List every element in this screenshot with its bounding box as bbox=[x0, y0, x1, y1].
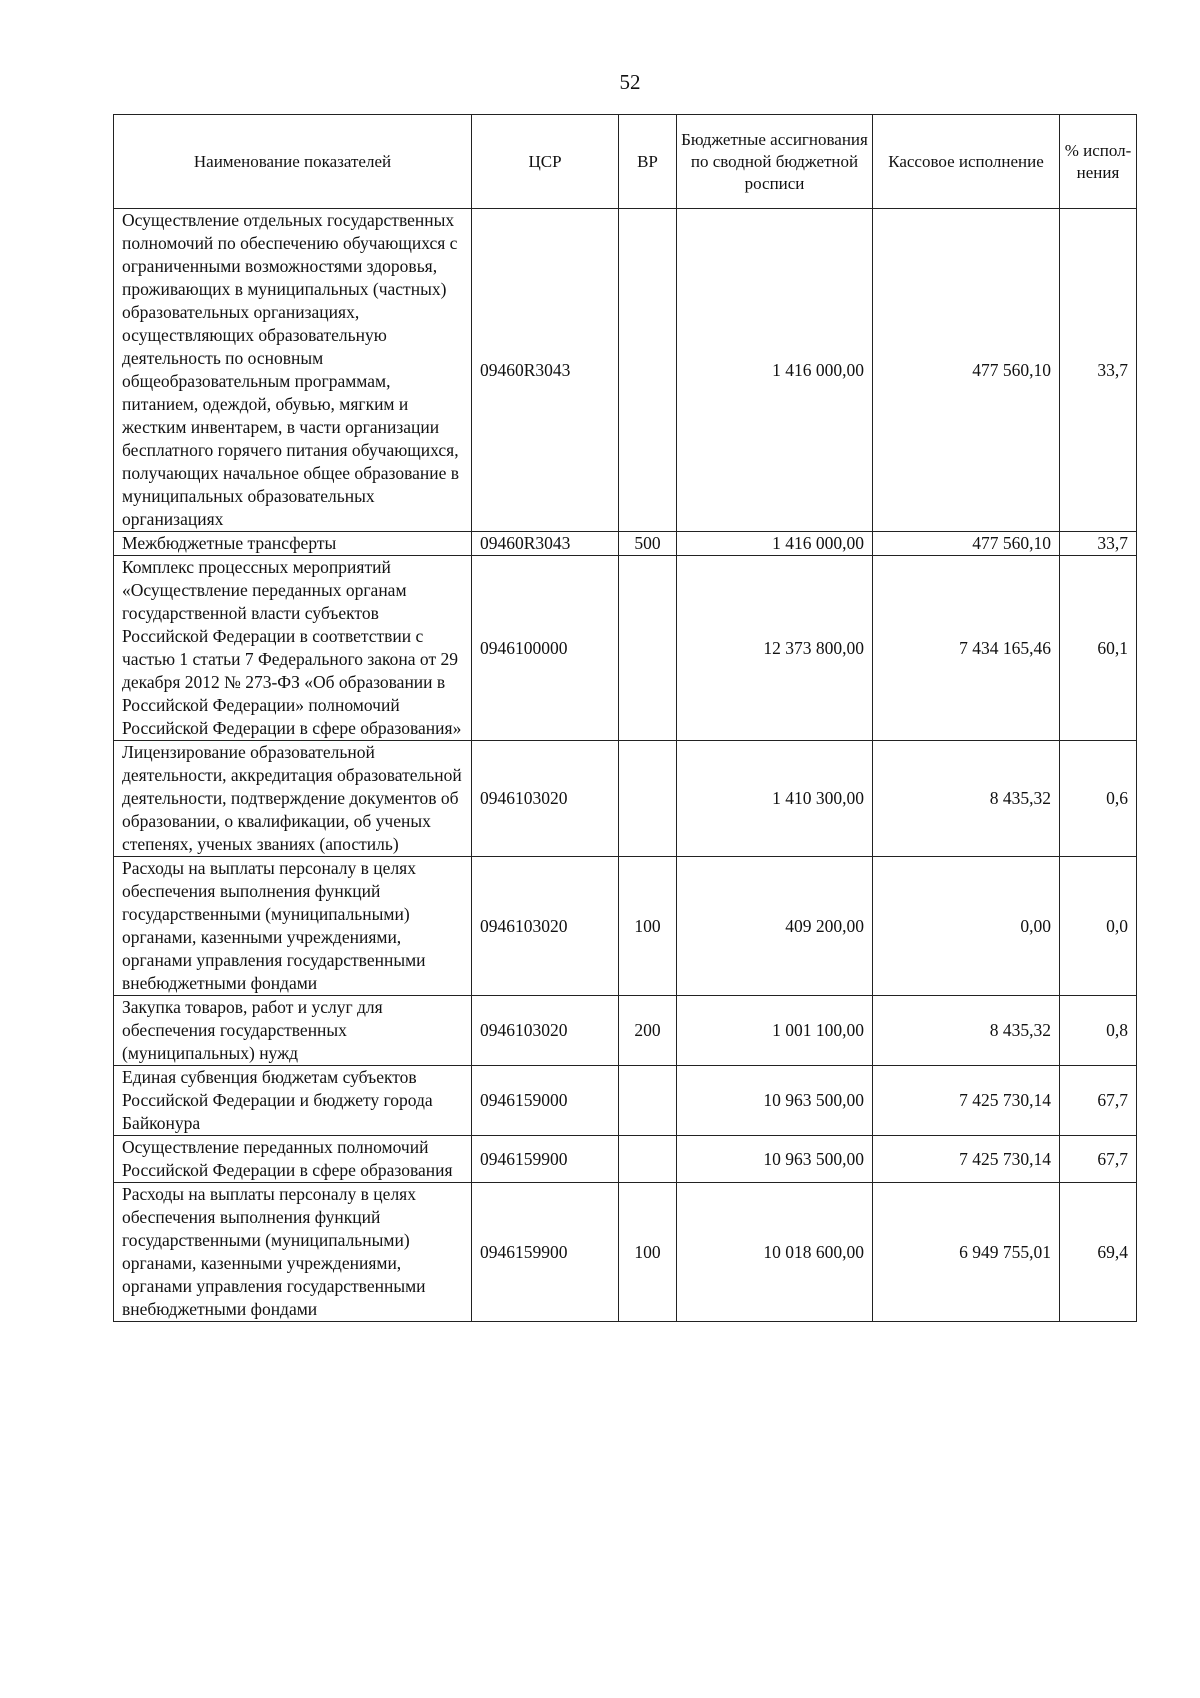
row-csr: 0946103020 bbox=[472, 996, 619, 1066]
row-budget: 12 373 800,00 bbox=[677, 556, 873, 741]
header-csr: ЦСР bbox=[472, 115, 619, 209]
table-row bbox=[114, 556, 1137, 741]
row-name: Комплекс процессных мероприятий «Осуществление переданных органам государственной власти субъектов Российской Федерации в соответствии с частью 1 статьи 7 Федерального закона от 29 декабря 2012 № 273-ФЗ «Об образовании в Российской Федерации» полномочий Российской Федерации в сфере образования» bbox=[114, 556, 472, 741]
row-name: Межбюджетные трансферты bbox=[114, 532, 472, 556]
header-name: Наименование показателей bbox=[114, 115, 472, 209]
row-budget: 1 416 000,00 bbox=[677, 532, 873, 556]
row-budget: 10 963 500,00 bbox=[677, 1136, 873, 1183]
row-cash: 477 560,10 bbox=[873, 532, 1060, 556]
row-csr: 0946103020 bbox=[472, 857, 619, 996]
row-pct: 33,7 bbox=[1060, 209, 1137, 532]
row-csr: 0946159900 bbox=[472, 1183, 619, 1322]
row-csr: 09460R3043 bbox=[472, 209, 619, 532]
row-budget: 1 416 000,00 bbox=[677, 209, 873, 532]
row-pct: 0,8 bbox=[1060, 996, 1137, 1066]
row-csr: 0946100000 bbox=[472, 556, 619, 741]
row-name: Расходы на выплаты персоналу в целях обеспечения выполнения функций государственными (муниципальными) органами, казенными учреждениями, органами управления государственными внебюджетными фондами bbox=[114, 1183, 472, 1322]
row-csr: 09460R3043 bbox=[472, 532, 619, 556]
row-budget: 1 410 300,00 bbox=[677, 741, 873, 857]
table-row bbox=[114, 532, 1137, 556]
row-vr: 100 bbox=[619, 1183, 677, 1322]
row-pct: 60,1 bbox=[1060, 556, 1137, 741]
row-pct: 33,7 bbox=[1060, 532, 1137, 556]
row-vr: 100 bbox=[619, 857, 677, 996]
row-budget: 10 963 500,00 bbox=[677, 1066, 873, 1136]
header-pct: % испол-нения bbox=[1060, 115, 1137, 209]
row-budget: 1 001 100,00 bbox=[677, 996, 873, 1066]
row-vr bbox=[619, 556, 677, 741]
row-name: Единая субвенция бюджетам субъектов Российской Федерации и бюджету города Байконура bbox=[114, 1066, 472, 1136]
table-row bbox=[114, 1066, 1137, 1136]
row-vr bbox=[619, 741, 677, 857]
table-header-row bbox=[114, 115, 1137, 209]
row-cash: 7 425 730,14 bbox=[873, 1136, 1060, 1183]
header-cash: Кассовое исполнение bbox=[873, 115, 1060, 209]
table-row bbox=[114, 741, 1137, 857]
row-name: Закупка товаров, работ и услуг для обеспечения государственных (муниципальных) нужд bbox=[114, 996, 472, 1066]
row-cash: 8 435,32 bbox=[873, 996, 1060, 1066]
row-vr bbox=[619, 1136, 677, 1183]
table-row bbox=[114, 1136, 1137, 1183]
row-vr: 200 bbox=[619, 996, 677, 1066]
row-csr: 0946159000 bbox=[472, 1066, 619, 1136]
row-cash: 7 425 730,14 bbox=[873, 1066, 1060, 1136]
page-number: 52 bbox=[619, 70, 641, 94]
row-cash: 0,00 bbox=[873, 857, 1060, 996]
row-vr bbox=[619, 209, 677, 532]
table-row bbox=[114, 1183, 1137, 1322]
row-pct: 69,4 bbox=[1060, 1183, 1137, 1322]
budget-execution-table bbox=[113, 114, 1137, 1322]
row-name: Осуществление переданных полномочий Российской Федерации в сфере образования bbox=[114, 1136, 472, 1183]
row-pct: 0,0 bbox=[1060, 857, 1137, 996]
row-name: Осуществление отдельных государственных полномочий по обеспечению обучающихся с ограниченными возможностями здоровья, проживающих в муниципальных (частных) образовательных организациях, осуществляющих образовательную деятельность по основным общеобразовательным программам, питанием, одеждой, обувью, мягким и жестким инвентарем, в части организации бесплатного горячего питания обучающихся, получающих начальное общее образование в муниципальных образовательных организациях bbox=[114, 209, 472, 532]
row-budget: 10 018 600,00 bbox=[677, 1183, 873, 1322]
row-budget: 409 200,00 bbox=[677, 857, 873, 996]
row-vr: 500 bbox=[619, 532, 677, 556]
row-cash: 6 949 755,01 bbox=[873, 1183, 1060, 1322]
table-row bbox=[114, 996, 1137, 1066]
row-cash: 477 560,10 bbox=[873, 209, 1060, 532]
row-cash: 7 434 165,46 bbox=[873, 556, 1060, 741]
row-csr: 0946103020 bbox=[472, 741, 619, 857]
table-row bbox=[114, 209, 1137, 532]
row-vr bbox=[619, 1066, 677, 1136]
header-budget: Бюджетные ассигнования по сводной бюджетной росписи bbox=[677, 115, 873, 209]
row-pct: 0,6 bbox=[1060, 741, 1137, 857]
row-csr: 0946159900 bbox=[472, 1136, 619, 1183]
header-vr: ВР bbox=[619, 115, 677, 209]
row-pct: 67,7 bbox=[1060, 1136, 1137, 1183]
row-pct: 67,7 bbox=[1060, 1066, 1137, 1136]
row-cash: 8 435,32 bbox=[873, 741, 1060, 857]
row-name: Расходы на выплаты персоналу в целях обеспечения выполнения функций государственными (муниципальными) органами, казенными учреждениями, органами управления государственными внебюджетными фондами bbox=[114, 857, 472, 996]
table-row bbox=[114, 857, 1137, 996]
row-name: Лицензирование образовательной деятельности, аккредитация образовательной деятельности, подтверждение документов об образовании, о квалификации, об ученых степенях, ученых званиях (апостиль) bbox=[114, 741, 472, 857]
